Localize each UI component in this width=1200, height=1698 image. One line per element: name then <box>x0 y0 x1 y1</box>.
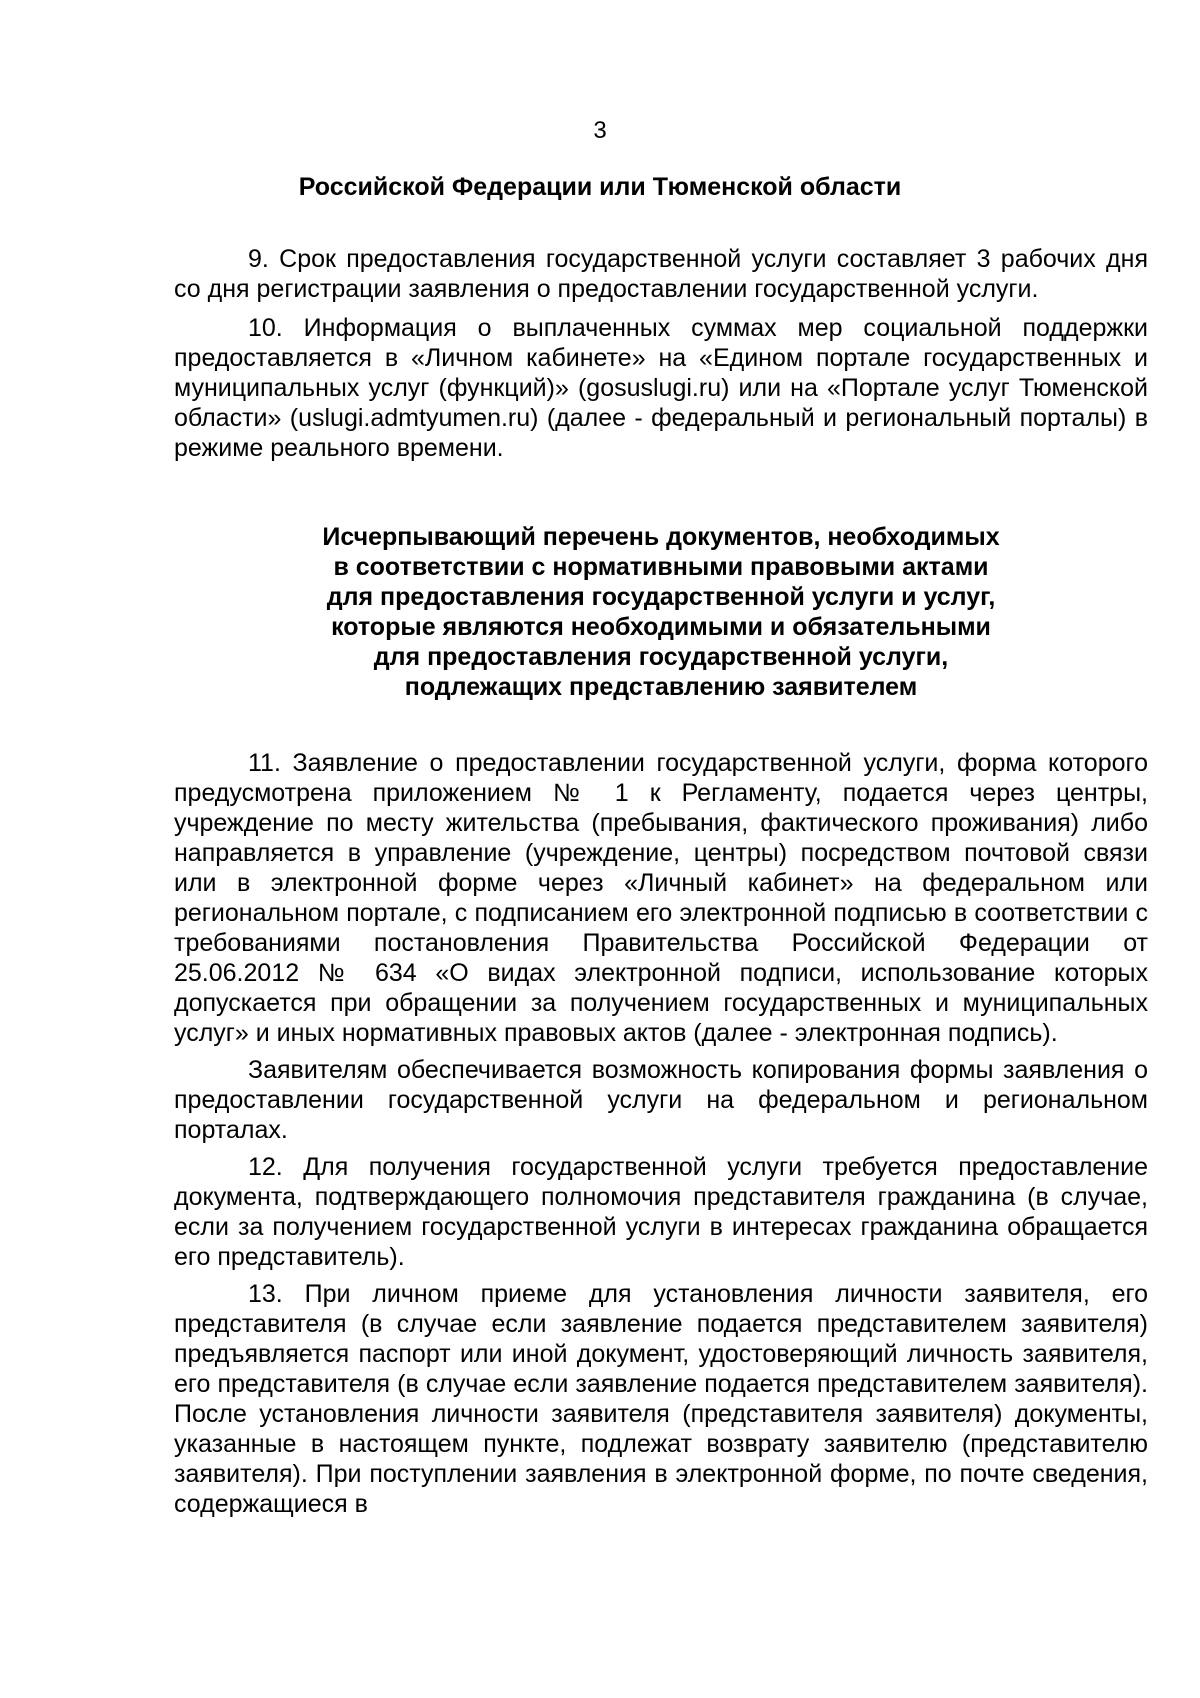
section-heading-line: для предоставления государственной услуги, <box>373 643 949 671</box>
section-heading-line: подлежащих представлению заявителем <box>404 673 918 701</box>
paragraph-9: 9. Срок предоставления государственной услуги составляет 3 рабочих дня со дня регистрации заявления о предоставлении государственной услуги. <box>174 245 1148 303</box>
paragraph-13: 13. При личном приеме для установления личности заявителя, его представителя (в случае если заявление подается представителем заявителя) предъявляется паспорт или иной документ, удостоверяющий личность заявителя, его представителя (в случае если заявление подается представителем заявителя). После установления личности заявителя (представителя заявителя) документы, указанные в настоящем пункте, подлежат возврату заявителю (представителю заявителя). При поступлении заявления в электронной форме, по почте сведения, содержащиеся в <box>174 1280 1148 1518</box>
section-heading-line: в соответствии с нормативными правовыми актами <box>333 553 989 581</box>
section-heading-line: для предоставления государственной услуги и услуг, <box>326 583 996 611</box>
paragraph-12: 12. Для получения государственной услуги требуется предоставление документа, подтверждающего полномочия представителя гражданина (в случае, если за получением государственной услуги в интересах гражданина обращается его представитель). <box>174 1153 1148 1271</box>
paragraph-11: 11. Заявление о предоставлении государственной услуги, форма которого предусмотрена приложением № 1 к Регламенту, подается через центры, учреждение по месту жительства (пребывания, фактического проживания) либо направляется в управление (учреждение, центры) посредством почтовой связи или в электронной форме через «Личный кабинет» на федеральном или региональном портале, с подписанием его электронной подписью в соответствии с требованиями постановления Правительства Российской Федерации от 25.06.2012 № 634 «О видах электронной подписи, использование которых допускается при обращении за получением государственных и муниципальных услуг» и иных нормативных правовых актов (далее - электронная подпись). <box>174 749 1148 1047</box>
paragraph-group-a <box>174 244 1148 463</box>
paragraph-group-b <box>174 748 1148 1519</box>
page-number: 3 <box>593 117 607 144</box>
section-heading-line: Исчерпывающий перечень документов, необходимых <box>322 523 1000 551</box>
paragraph-applicants: Заявителям обеспечивается возможность копирования формы заявления о предоставлении государственной услуги на федеральном и региональном порталах. <box>174 1056 1148 1144</box>
section-heading <box>174 522 1148 702</box>
heading-continuation: Российской Федерации или Тюменской области <box>298 173 902 201</box>
section-heading-line: которые являются необходимыми и обязательными <box>331 613 991 641</box>
paragraph-10: 10. Информация о выплаченных суммах мер социальной поддержки предоставляется в «Личном кабинете» на «Едином портале государственных и муниципальных услуг (функций)» (gosuslugi.ru) или на «Портале услуг Тюменской области» (uslugi.admtyumen.ru) (далее - федеральный и региональный порталы) в режиме реального времени. <box>174 314 1148 462</box>
